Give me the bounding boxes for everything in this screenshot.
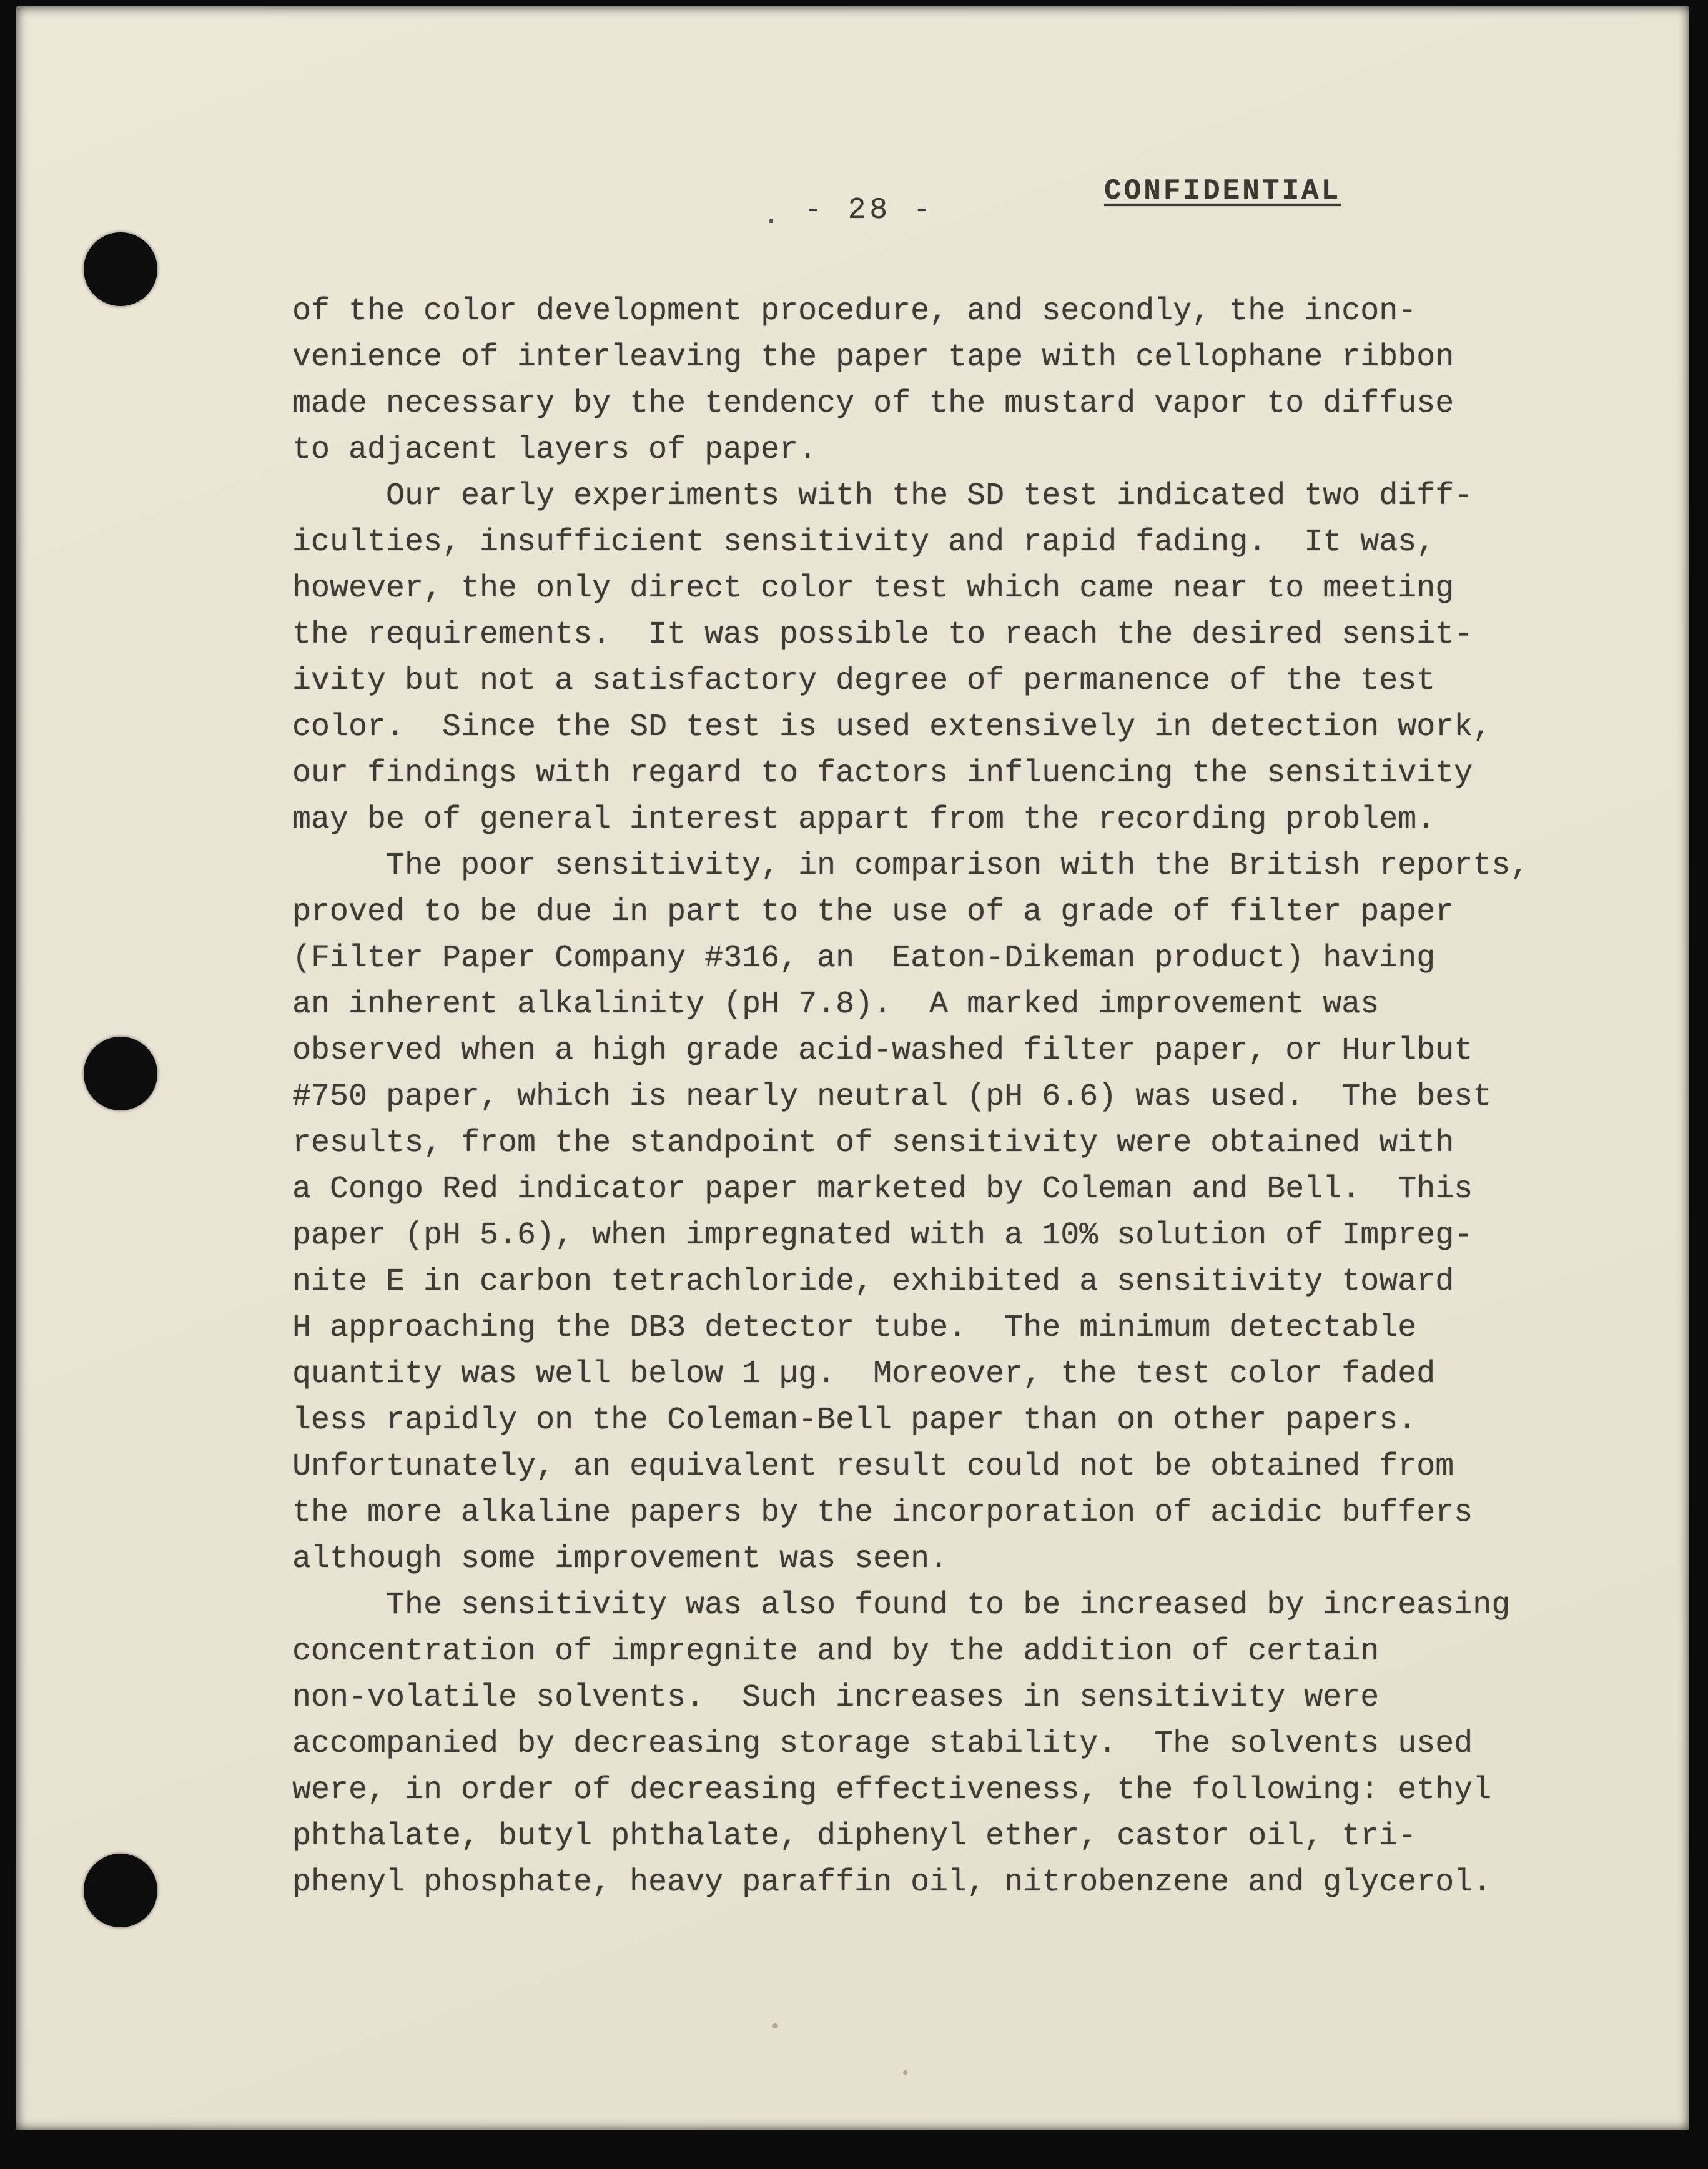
text-line: the requirements. It was possible to reach the desired sensit- bbox=[292, 617, 1473, 653]
text-line: phenyl phosphate, heavy paraffin oil, nitrobenzene and glycerol. bbox=[292, 1865, 1492, 1900]
text-line: our findings with regard to factors influencing the sensitivity bbox=[292, 756, 1473, 791]
text-line: phthalate, butyl phthalate, diphenyl ether, castor oil, tri- bbox=[292, 1819, 1417, 1854]
stray-mark: . bbox=[763, 201, 779, 231]
text-line: of the color development procedure, and secondly, the incon- bbox=[292, 294, 1417, 329]
text-line: iculties, insufficient sensitivity and rapid fading. It was, bbox=[292, 525, 1436, 560]
text-line: non-volatile solvents. Such increases in sensitivity were bbox=[292, 1680, 1380, 1716]
text-line: may be of general interest appart from the recording problem. bbox=[292, 802, 1436, 837]
body-text bbox=[292, 289, 1579, 1906]
punch-hole-bottom bbox=[84, 1854, 157, 1927]
document-page bbox=[16, 6, 1689, 2130]
text-line: observed when a high grade acid-washed filter paper, or Hurlbut bbox=[292, 1033, 1473, 1069]
text-line: were, in order of decreasing effectiveness, the following: ethyl bbox=[292, 1772, 1492, 1808]
page-number: - 28 - bbox=[804, 194, 935, 227]
paper-speck bbox=[772, 2023, 778, 2028]
text-line: Our early experiments with the SD test indicated two diff- bbox=[292, 478, 1473, 514]
text-line: although some improvement was seen. bbox=[292, 1541, 949, 1577]
classification-stamp: CONFIDENTIAL bbox=[1104, 175, 1341, 207]
text-line: concentration of impregnite and by the addition of certain bbox=[292, 1634, 1380, 1669]
text-line: ivity but not a satisfactory degree of permanence of the test bbox=[292, 663, 1436, 699]
text-line: The sensitivity was also found to be increased by increasing bbox=[292, 1588, 1511, 1623]
paper-speck bbox=[903, 2070, 907, 2075]
text-line: paper (pH 5.6), when impregnated with a 10% solution of Impreg- bbox=[292, 1218, 1473, 1253]
text-line: color. Since the SD test is used extensively in detection work, bbox=[292, 709, 1492, 745]
text-line: H approaching the DB3 detector tube. The minimum detectable bbox=[292, 1310, 1417, 1346]
text-line: less rapidly on the Coleman-Bell paper than on other papers. bbox=[292, 1403, 1417, 1438]
text-line: the more alkaline papers by the incorporation of acidic buffers bbox=[292, 1495, 1473, 1531]
text-line: Unfortunately, an equivalent result could not be obtained from bbox=[292, 1449, 1454, 1485]
text-line: The poor sensitivity, in comparison with the British reports, bbox=[292, 848, 1529, 884]
text-line: an inherent alkalinity (pH 7.8). A marked improvement was bbox=[292, 987, 1380, 1022]
text-line: made necessary by the tendency of the mustard vapor to diffuse bbox=[292, 386, 1454, 422]
punch-hole-middle bbox=[84, 1037, 157, 1110]
text-line: however, the only direct color test which came near to meeting bbox=[292, 571, 1454, 606]
text-line: accompanied by decreasing storage stability. The solvents used bbox=[292, 1726, 1473, 1762]
text-line: a Congo Red indicator paper marketed by Coleman and Bell. This bbox=[292, 1172, 1473, 1207]
text-line: venience of interleaving the paper tape with cellophane ribbon bbox=[292, 340, 1454, 375]
text-line: to adjacent layers of paper. bbox=[292, 432, 817, 468]
text-line: (Filter Paper Company #316, an Eaton-Dikeman product) having bbox=[292, 941, 1436, 976]
text-line: nite E in carbon tetrachloride, exhibited a sensitivity toward bbox=[292, 1264, 1454, 1300]
text-line: #750 paper, which is nearly neutral (pH 6.6) was used. The best bbox=[292, 1079, 1492, 1115]
text-line: quantity was well below 1 µg. Moreover, the test color faded bbox=[292, 1356, 1436, 1392]
punch-hole-top bbox=[84, 232, 157, 306]
text-line: results, from the standpoint of sensitivity were obtained with bbox=[292, 1125, 1454, 1161]
text-line: proved to be due in part to the use of a grade of filter paper bbox=[292, 894, 1454, 930]
